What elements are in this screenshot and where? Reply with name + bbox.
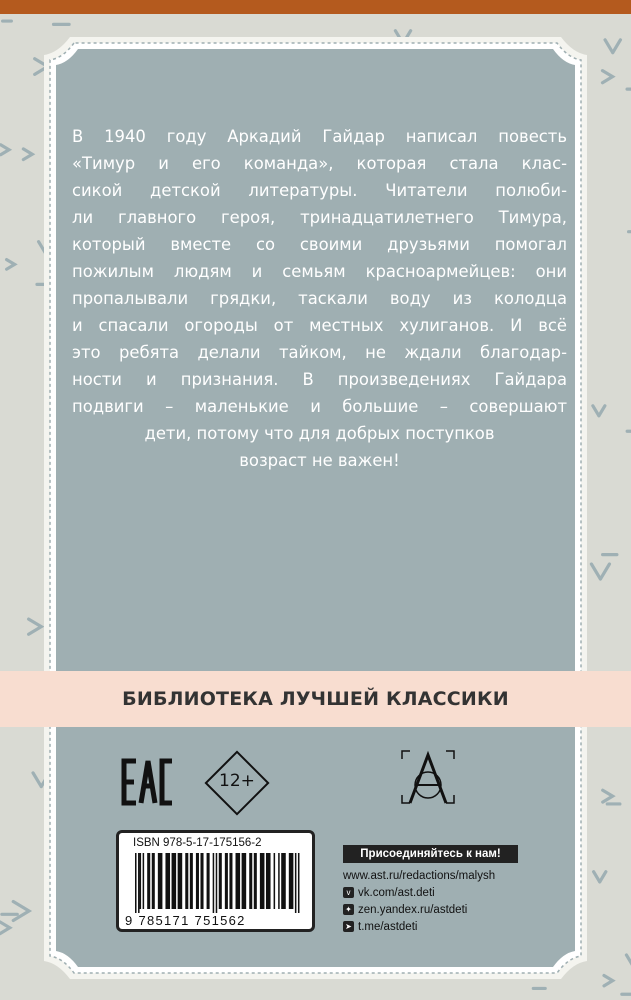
barcode-bar [278, 853, 280, 909]
annotation-line: ности и признания. В произведениях Гайдара [72, 370, 567, 389]
barcode-bar [143, 853, 145, 909]
vk-icon: v [343, 887, 354, 898]
annotation-line: сикой детской литературы. Читатели полюби- [72, 181, 567, 200]
annotation-text [72, 123, 567, 474]
barcode-bar [298, 853, 300, 913]
barcode-bar [274, 853, 276, 909]
barcode-bar [152, 853, 155, 909]
barcode-bar [200, 853, 203, 909]
isbn-barcode-block [116, 830, 315, 932]
age-rating-badge [199, 745, 275, 821]
barcode-bar [289, 853, 294, 909]
barcode-bar [138, 853, 140, 913]
series-title: БИБЛИОТЕКА ЛУЧШЕЙ КЛАССИКИ [122, 688, 509, 710]
barcode-bar [219, 853, 222, 909]
annotation-line: «Тимур и его команда», которая стала клас- [72, 154, 567, 173]
pattern-mark [7, 260, 15, 270]
age-rating-text: 12+ [219, 771, 255, 791]
barcode-bar [225, 853, 228, 909]
annotation-line: подвиги – маленькие и большие – совершают [72, 397, 567, 416]
barcode-bar [172, 853, 177, 909]
telegram-link[interactable]: ➤ t.me/astdeti [343, 918, 518, 935]
annotation-line: ли главного героя, тринадцатилетнего Тимура, [72, 208, 567, 227]
zen-icon: ✦ [343, 904, 354, 915]
barcode-bar [207, 853, 210, 909]
annotation-line: дети, потому что для добрых поступков [144, 424, 495, 443]
annotation-line: возраст не важен! [239, 451, 400, 470]
barcode-bar [229, 853, 232, 909]
ast-letter-a-icon [400, 749, 456, 805]
join-us-heading: Присоединяйтесь к нам! [343, 845, 518, 863]
barcode-bar [140, 853, 142, 909]
barcode-bar [196, 853, 199, 909]
isbn-label: ISBN 978-5-17-175156-2 [133, 837, 262, 849]
barcode-bar [147, 853, 150, 909]
barcode-bar [216, 853, 218, 913]
barcode-bar [190, 853, 193, 909]
barcode-bar [178, 853, 183, 909]
barcode-bar [213, 853, 215, 913]
barcode-bar [281, 853, 286, 909]
pattern-mark [603, 790, 613, 802]
eac-certification-mark [121, 758, 175, 806]
barcode-bar [236, 853, 241, 909]
barcode-bar [266, 853, 271, 909]
barcode-bars [135, 853, 301, 913]
pattern-mark [1, 145, 9, 155]
series-banner [0, 671, 631, 727]
barcode-bar [158, 853, 163, 909]
annotation-line: который вместе со своими друзьями помогал [72, 235, 567, 254]
barcode-bar [135, 853, 137, 913]
barcode-bar [185, 853, 188, 909]
pattern-mark [13, 902, 29, 921]
barcode-bar [295, 853, 297, 913]
vk-link[interactable]: v vk.com/ast.deti [343, 884, 518, 901]
annotation-line: В 1940 году Аркадий Гайдар написал повесть [72, 127, 567, 146]
annotation-line: пожилым людям и семьям красноармейцев: они [72, 262, 567, 281]
social-links [343, 845, 518, 935]
barcode-bar [260, 853, 265, 909]
pattern-mark [604, 975, 613, 985]
annotation-line: и спасали огороды от местных хулиганов. И всё [72, 316, 567, 335]
pattern-mark [626, 955, 631, 966]
annotation-line: это ребята делали тайком, не ждали благодар- [72, 343, 567, 362]
barcode-digits: 9 785171 751562 [125, 913, 246, 928]
pattern-mark [0, 922, 10, 934]
barcode-bar [249, 853, 252, 909]
annotation-line: пропалывали грядки, таскали воду из колодца [72, 289, 567, 308]
zen-link[interactable]: ✦ zen.yandex.ru/astdeti [343, 901, 518, 918]
telegram-icon: ➤ [343, 921, 354, 932]
barcode-bar [254, 853, 257, 909]
website-link[interactable]: www.ast.ru/redactions/malysh [343, 869, 496, 882]
barcode-bar [242, 853, 247, 909]
pattern-mark [602, 71, 612, 83]
barcode-bar [165, 853, 170, 909]
pattern-mark [605, 40, 620, 53]
